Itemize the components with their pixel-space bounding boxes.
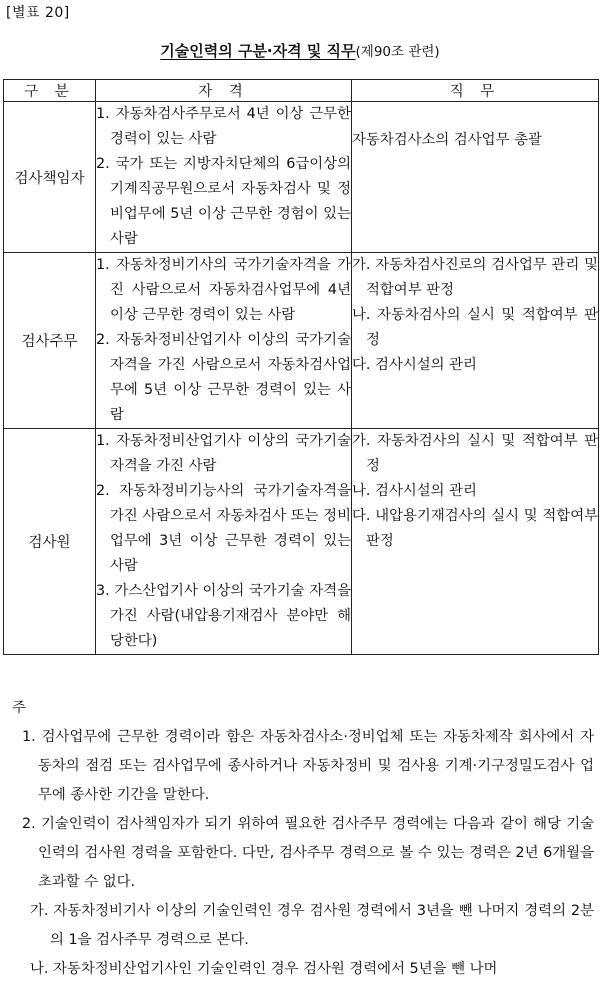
annex-label: [별표 20] [6,5,70,21]
duty-item: 나. 자동차검사의 실시 및 적합여부 판정 [352,307,598,348]
qualification-item: 3. 가스산업기사 이상의 국가기술 자격을 가진 사람(내압용기재검사 분야만 해당한다) [96,583,351,649]
duty-item: 자동차검사소의 검사업무 총괄 [352,132,542,148]
title-sub: (제90조 관련) [355,44,440,60]
notes-heading: 주 [12,700,26,716]
qualification-item: 1. 자동차정비기사의 국가기술자격을 가진 사람으로서 자동차검사업무에 4년 이상 근무한 경력이 있는 사람 [96,257,351,323]
qualification-item: 1. 자동차검사주무로서 4년 이상 근무한 경력이 있는 사람 [96,106,351,147]
note-subitem: 가. 자동차정비기사 이상의 기술인력인 경우 검사원 경력에서 3년을 뺀 나머지 경력의 2분의 1을 검사주무 경력으로 본다. [30,903,594,948]
header-category: 구 분 [4,80,96,102]
duty-cell [352,253,599,429]
duty-cell [352,102,599,253]
table-header-row [4,80,599,102]
duty-cell [352,429,599,655]
qualification-item: 1. 자동차정비산업기사 이상의 국가기술자격을 가진 사람 [96,433,351,474]
note-item: 2. 기술인력이 검사책임자가 되기 위하여 필요한 검사주무 경력에는 다음과 같이 해당 기술인력의 검사원 경력을 포함한다. 다만, 검사주무 경력으로 볼 수 있는 경력은 2년 6개월을 초과할 수 없다. [22,816,594,890]
note-item: 1. 검사업무에 근무한 경력이라 함은 자동차검사소·정비업체 또는 자동차제작 회사에서 자동차의 점검 또는 검사업무에 종사하거나 자동차정비 및 검사용 기계·기구정밀도검사 업무에 종사한 기간을 말한다. [22,729,594,803]
table-row-inspection-chief [4,253,599,429]
category-cell: 검사원 [4,429,96,655]
qualification-cell [96,253,352,429]
qualification-item: 2. 자동차정비산업기사 이상의 국가기술자격을 가진 사람으로서 자동차검사업무에 5년 이상 근무한 경력이 있는 사람 [96,332,351,423]
document-title [0,40,600,61]
table-row-inspection-manager [4,102,599,253]
qualification-table [3,79,599,655]
header-qualification: 자 격 [96,80,352,102]
duty-item: 다. 검사시설의 관리 [352,357,477,373]
qualification-item: 2. 국가 또는 지방자치단체의 6급이상의 기계직공무원으로서 자동차검사 및 정비업무에 5년 이상 근무한 경험이 있는 사람 [96,156,351,247]
title-main: 기술인력의 구분·자격 및 직무 [160,42,356,60]
table-row-inspector [4,429,599,655]
category-cell: 검사주무 [4,253,96,429]
category-cell: 검사책임자 [4,102,96,253]
qualification-cell [96,102,352,253]
note-subitem: 나. 자동차정비산업기사인 기술인력인 경우 검사원 경력에서 5년을 뺀 나머 [30,961,498,977]
duty-item: 가. 자동차검사의 실시 및 적합여부 판정 [352,433,598,474]
qualification-cell [96,429,352,655]
header-duty: 직 무 [352,80,599,102]
notes-section [0,694,600,984]
qualification-item: 2. 자동차정비기능사의 국가기술자격을 가진 사람으로서 자동차검사 또는 정비업무에 3년 이상 근무한 경력이 있는 사람 [96,483,351,574]
duty-item: 가. 자동차검사진로의 검사업무 관리 및 적합여부 판정 [352,257,598,298]
duty-item: 나. 검사시설의 관리 [352,483,477,499]
duty-item: 다. 내압용기재검사의 실시 및 적합여부 판정 [352,508,598,549]
